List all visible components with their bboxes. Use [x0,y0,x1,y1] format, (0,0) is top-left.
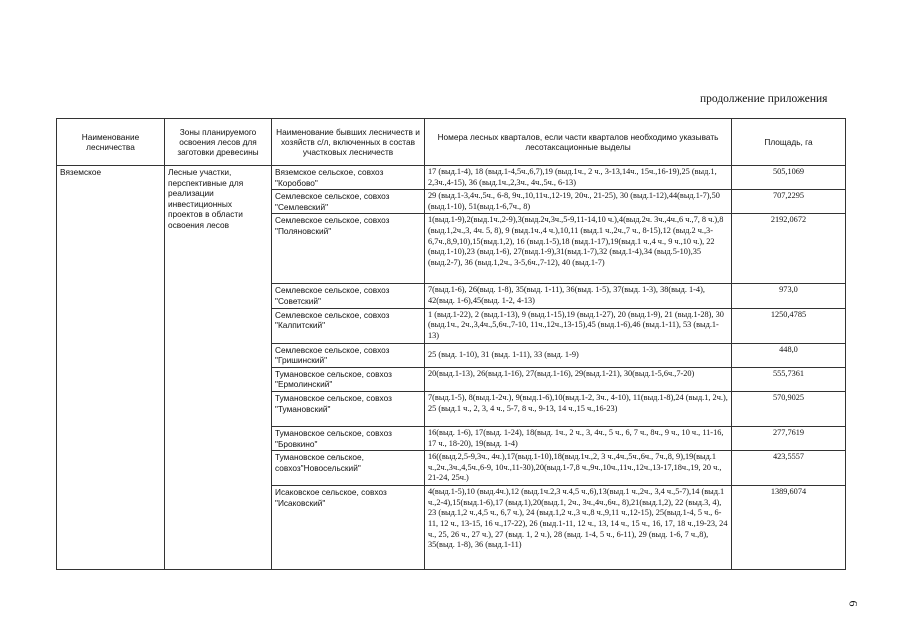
area-cell: 448,0 [732,343,846,367]
forestry-cell: Вяземское [57,166,165,570]
quarters-cell: 4(выд.1-5),10 (выд.4ч.),12 (выд.1ч.2,3 ч.4,5 ч.,6),13(выд.1 ч.,2ч., 3,4 ч.,5-7),14 (выд.1 ч.,2-4),15(выд.1-6),17 (выд.1),20(выд.1, 2ч., 3ч.,4ч.,6ч., 8),21(выд.1,2), 22 (выд.3, 4), 23 (выд.1,2 ч.,4,5 ч., 6,7 ч.), 24 (выд.1,2 ч.,3 ч.,8 ч.,9,11 ч.,12-15), 25(выд.1-4, 5 ч., 6-11, 12 ч., 13-15, 16 ч.,17-22), 26 (выд.1-11, 12 ч., 13, 14 ч., 15 ч., 16, 17, 18 ч.,19-23, 24 ч., 25, 26 ч., 27 ч.), 27 (выд. 1, 2 ч.), 28 (выд. 1-4, 5 ч., 6-11), 29 (выд. 1-6, 7 ч.,8), 35(выд. 1-8), 36 (выд.1-11) [425,486,732,570]
former-forestry-cell: Семлевское сельское, совхоз "Гришинский" [272,343,425,367]
header-former-forestry: Наименование бывших лесничеств и хозяйств с/л, включенных в состав участковых лесничеств [272,119,425,166]
former-forestry-cell: Семлевское сельское, совхоз "Семлевский" [272,190,425,214]
forest-quarters-table [56,118,846,570]
quarters-cell: 1 (выд.1-22), 2 (выд.1-13), 9 (выд.1-15),19 (выд.1-27), 20 (выд.1-9), 21 (выд.1-28), 30 (выд.1ч., 2ч.,3,4ч.,5,6ч.,7-10, 11ч.,12ч.,13-15),45 (выд.1-6),46 (выд.1-11), 53 (выд.1-13) [425,308,732,343]
quarters-cell: 16(выд. 1-6), 17(выд. 1-24), 18(выд. 1ч., 2 ч., 3, 4ч., 5 ч., 6, 7 ч., 8ч., 9 ч., 10 ч., 11-16, 17 ч., 18-20), 19(выд. 1-4) [425,426,732,450]
quarters-cell: 7(выд.1-5), 8(выд.1-2ч.), 9(выд.1-6),10(выд.1-2, 3ч., 4-10), 11(выд.1-8),24 (выд.1, 2ч.), 25 (выд.1 ч., 2, 3, 4 ч., 5-7, 8 ч., 9-13, 14 ч.,15 ч.,16-23) [425,391,732,426]
zone-cell: Лесные участки, перспективные для реализации инвестиционных проектов в области освоения лесов [165,166,272,570]
area-cell: 1389,6074 [732,486,846,570]
area-cell: 505,1069 [732,166,846,190]
area-cell: 973,0 [732,284,846,308]
header-quarters: Номера лесных кварталов, если части кварталов необходимо указывать лесотаксационные выделы [425,119,732,166]
header-area: Площадь, га [732,119,846,166]
former-forestry-cell: Семлевское сельское, совхоз "Советский" [272,284,425,308]
quarters-cell: 17 (выд.1-4), 18 (выд.1-4,5ч.,6,7),19 (выд.1ч., 2 ч., 3-13,14ч., 15ч.,16-19),25 (выд.1, 2,3ч.,4-15), 36 (выд.1ч.,2,3ч., 4ч.,5ч., 6-13) [425,166,732,190]
area-cell: 570,9025 [732,391,846,426]
quarters-cell: 20(выд.1-13), 26(выд.1-16), 27(выд.1-16), 29(выд.1-21), 30(выд.1-5,6ч.,7-20) [425,367,732,391]
quarters-cell: 7(выд.1-6), 26(выд. 1-8), 35(выд. 1-11), 36(выд. 1-5), 37(выд. 1-3), 38(выд. 1-4), 42(выд. 1-6),45(выд. 1-2, 4-13) [425,284,732,308]
former-forestry-cell: Тумановское сельское, совхоз "Бровкино" [272,426,425,450]
continuation-caption: продолжение приложения [700,93,828,105]
quarters-cell: 1(выд.1-9),2(выд.1ч.,2-9),3(выд.2ч,3ч.,5-9,11-14,10 ч.),4(выд.2ч. 3ч.,4ч.,6 ч.,7, 8 ч.),8 (выд.1,2ч.,3, 4ч. 5, 8), 9 (выд.1ч.,4 ч.),10,11 (выд.1 ч.,2ч.,7 ч., 8-15),12 (выд.2 ч.,3-6,7ч.,8,9,10),15(выд.1,2), 16 (выд.1-5),18 (выд.1-17),19(выд.1 ч.,4 ч., 9 ч.,10 ч.), 22 (выд.1-10),23 (выд.1-6), 27(выд.1-9),31(выд.1-7),32 (выд.1-4),34 (выд.5-10),35 (выд.2-7), 36 (выд.1,2ч., 3-5,6ч.,7-12), 40 (выд.1-7) [425,214,732,284]
area-cell: 707,2295 [732,190,846,214]
former-forestry-cell: Семлевское сельское, совхоз "Калпитский" [272,308,425,343]
area-cell: 555,7361 [732,367,846,391]
quarters-cell: 29 (выд.1-3,4ч.,5ч., 6-8, 9ч.,10,11ч.,12-19, 20ч., 21-25), 30 (выд.1-12),44(выд.1-7),50 (выд.1-10), 51(выд.1-6,7ч., 8) [425,190,732,214]
former-forestry-cell: Вяземское сельское, совхоз "Коробово" [272,166,425,190]
area-cell: 277,7619 [732,426,846,450]
quarters-cell: 16((выд.2,5-9,3ч., 4ч.),17(выд.1-10),18(выд.1ч.,2, 3 ч.,4ч.,5ч.,6ч., 7ч.,8, 9),19(выд.1 ч.,2ч.,3ч.,4,5ч.,6-9, 10ч.,11-30),20(выд.1-7,8 ч.,9ч.,10ч.,11ч.,12ч.,13-17,18ч.,19, 20 ч., 21-24, 25ч.) [425,451,732,486]
former-forestry-cell: Тумановское сельское, совхоз "Тумановский" [272,391,425,426]
former-forestry-cell: Тумановское сельское, совхоз "Ермолинский" [272,367,425,391]
area-cell: 423,5557 [732,451,846,486]
quarters-cell: 25 (выд. 1-10), 31 (выд. 1-11), 33 (выд. 1-9) [425,343,732,367]
former-forestry-cell: Семлевское сельское, совхоз "Поляновский" [272,214,425,284]
table-header-row [57,119,846,166]
area-cell: 2192,0672 [732,214,846,284]
header-forestry: Наименование лесничества [57,119,165,166]
header-zone: Зоны планируемого освоения лесов для заготовки древесины [165,119,272,166]
former-forestry-cell: Тумановское сельское, совхоз"Новосельский" [272,451,425,486]
area-cell: 1250,4785 [732,308,846,343]
former-forestry-cell: Исаковское сельское, совхоз "Исаковский" [272,486,425,570]
page-number: 6 [846,600,861,607]
table-row [57,166,846,190]
